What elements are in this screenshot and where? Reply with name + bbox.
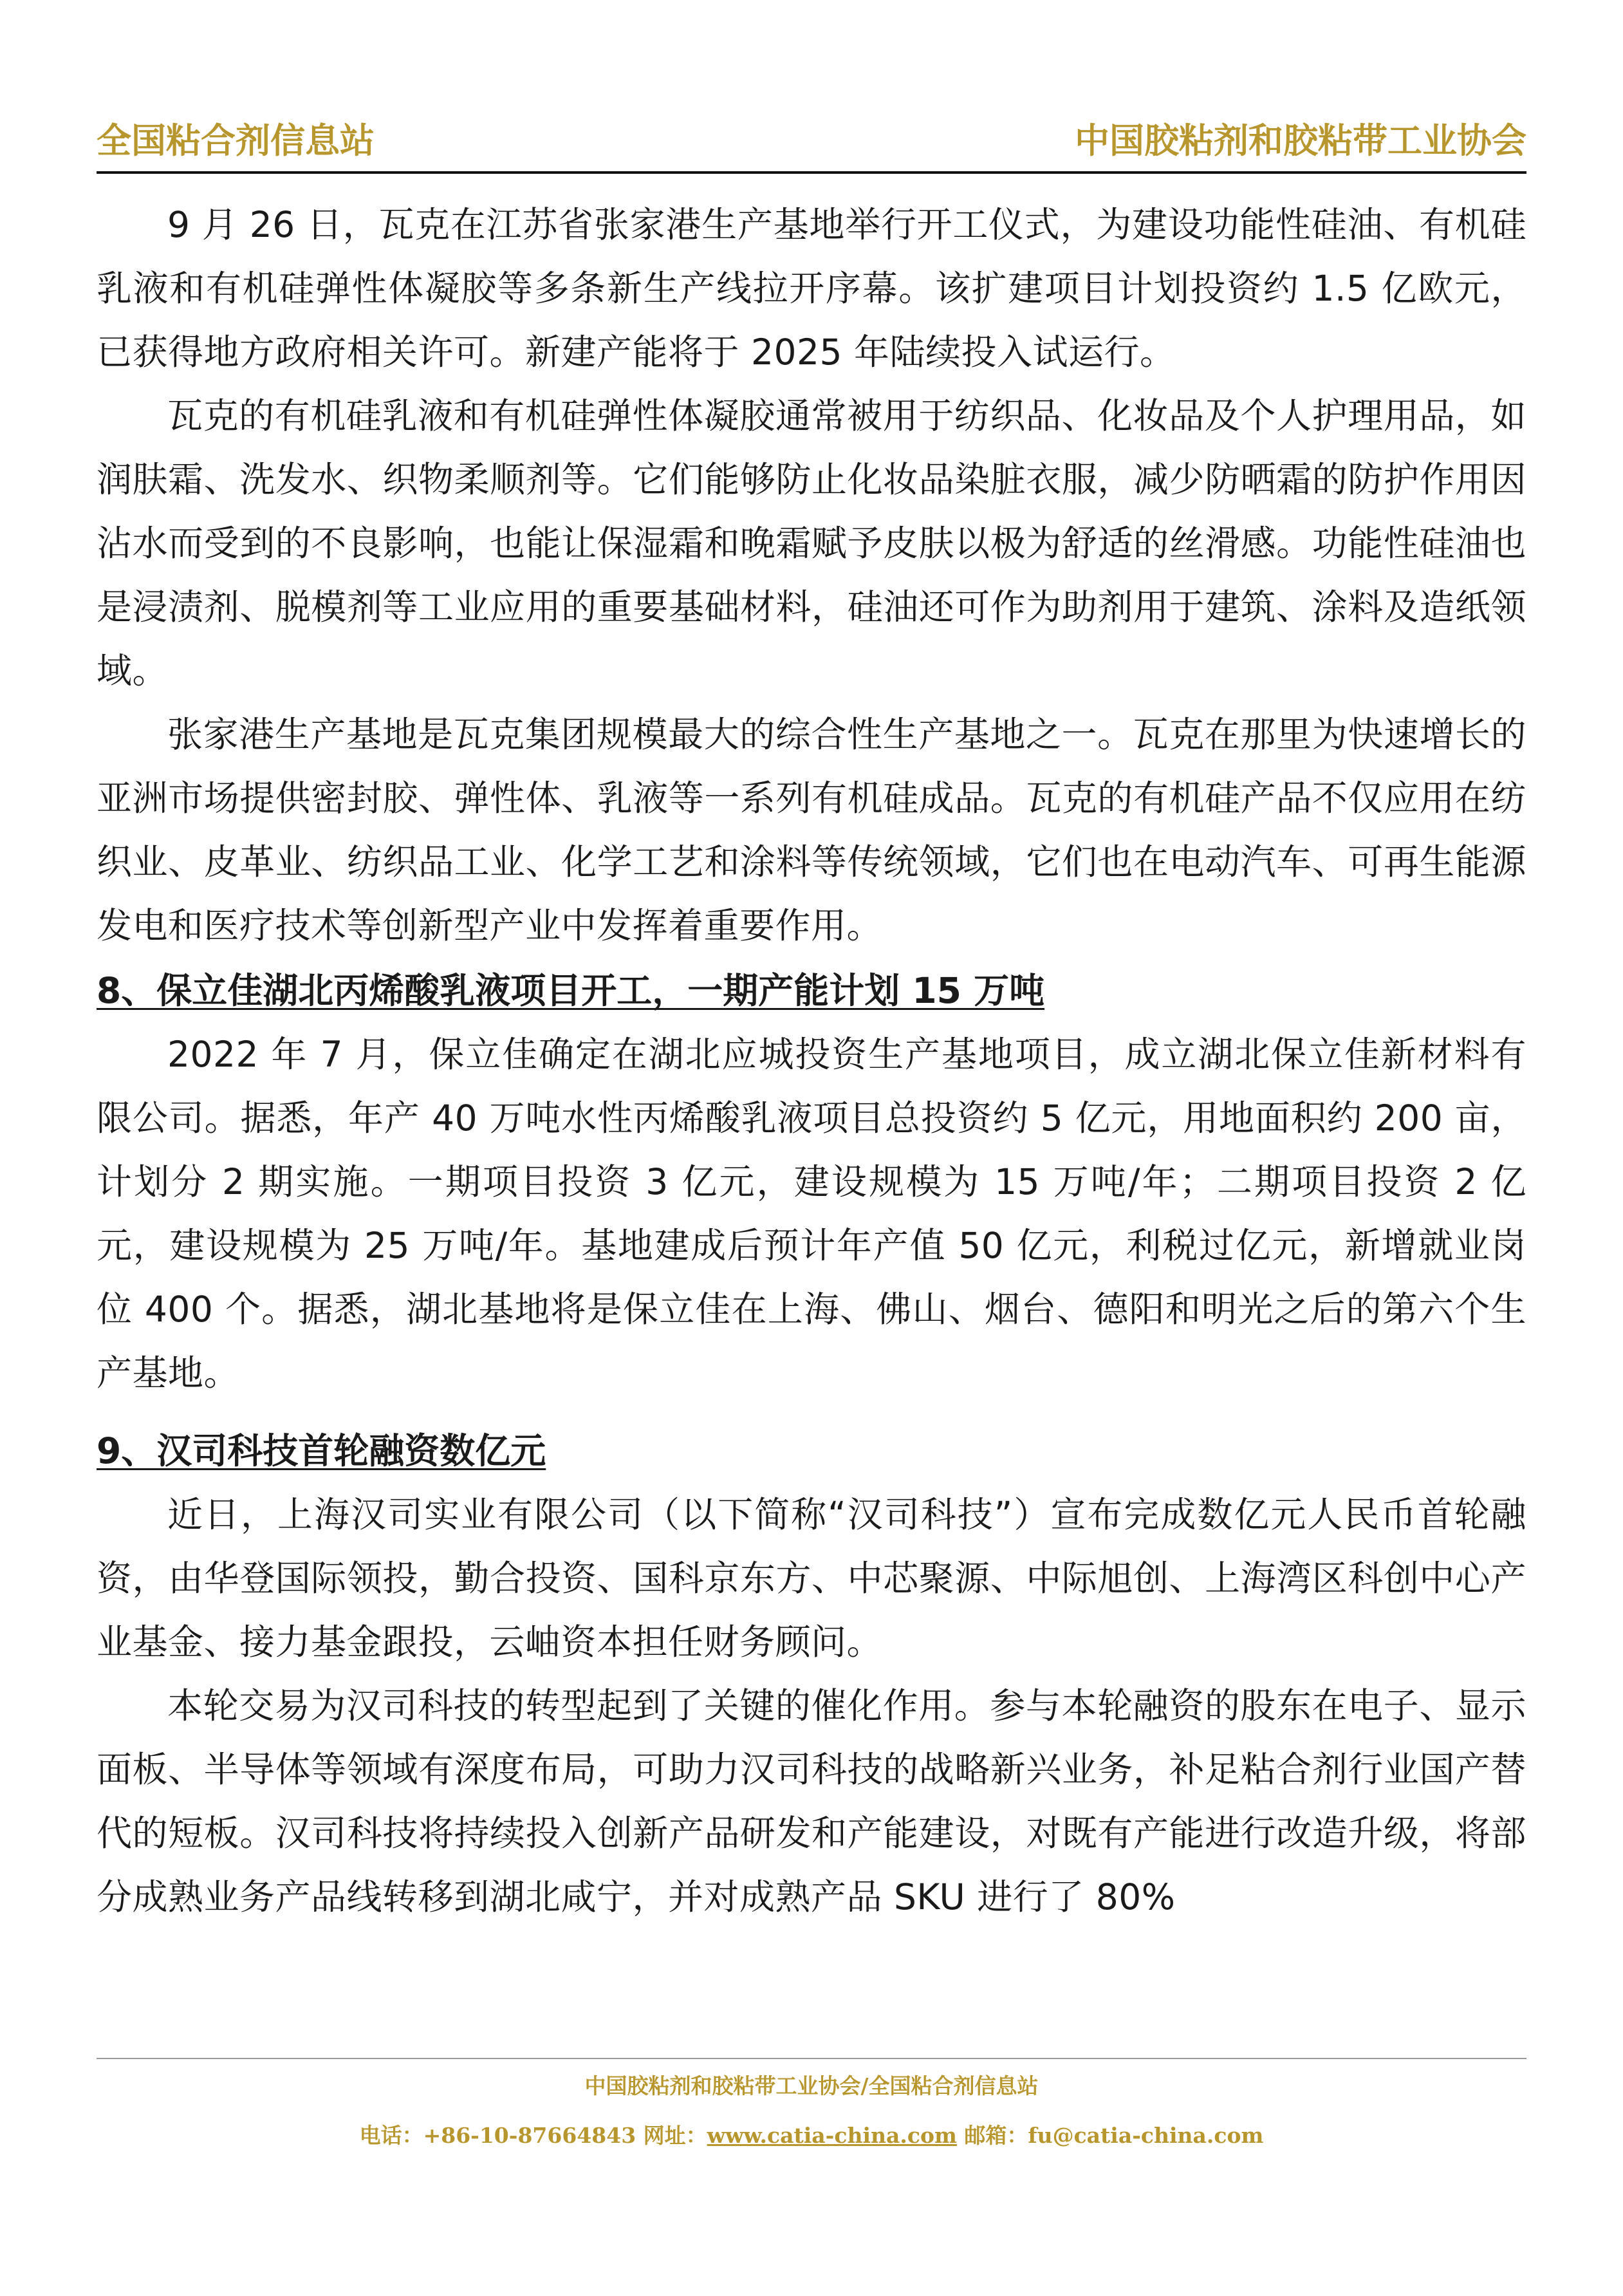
header-divider [97, 171, 1526, 174]
paragraph-hansi-transformation: 本轮交易为汉司科技的转型起到了关键的催化作用。参与本轮融资的股东在电子、显示面板、半导体等领域有深度布局，可助力汉司科技的战略新兴业务，补足粘合剂行业国产替代的短板。汉司科技将持续投入创新产品研发和产能建设，对既有产能进行改造升级，将部分成熟业务产品线转移到湖北咸宁，并对成熟产品 SKU 进行了 80% [97, 1685, 1526, 1918]
paragraph-baolijia-project: 2022 年 7 月，保立佳确定在湖北应城投资生产基地项目，成立湖北保立佳新材料有限公司。据悉，年产 40 万吨水性丙烯酸乳液项目总投资约 5 亿元，用地面积约 200 亩，计划分 2 期实施。一期项目投资 3 亿元，建设规模为 15 万吨/年；二期项目投资 2 亿元，建设规模为 25 万吨/年。基地建成后预计年产值 50 亿元，利税过亿元，新增就业岗位 400 个。据悉，湖北基地将是保立佳在上海、佛山、烟台、德阳和明光之后的第六个生产基地。 [97, 1034, 1526, 1394]
paragraph-wacker-applications: 瓦克的有机硅乳液和有机硅弹性体凝胶通常被用于纺织品、化妆品及个人护理用品，如润肤霜、洗发水、织物柔顺剂等。它们能够防止化妆品染脏衣服，减少防晒霜的防护作用因沾水而受到的不良影响，也能让保湿霜和晚霜赋予皮肤以极为舒适的丝滑感。功能性硅油也是浸渍剂、脱模剂等工业应用的重要基础材料，硅油还可作为助剂用于建筑、涂料及造纸领域。 [97, 395, 1526, 691]
footer-phone: 电话：+86-10-87664843 网址： [359, 2123, 707, 2148]
footer-organization: 中国胶粘剂和胶粘带工业协会/全国粘合剂信息站 [584, 2073, 1039, 2098]
section-9-title: 9、汉司科技首轮融资数亿元 [97, 1430, 546, 1471]
header-site-name: 全国粘合剂信息站 [97, 120, 375, 161]
page-header [97, 115, 1526, 173]
article-body [97, 193, 1526, 1929]
paragraph-wacker-groundbreaking: 9 月 26 日，瓦克在江苏省张家港生产基地举行开工仪式，为建设功能性硅油、有机硅乳液和有机硅弹性体凝胶等多条新生产线拉开序幕。该扩建项目计划投资约 1.5 亿欧元，已获得地方政府相关许可。新建产能将于 2025 年陆续投入试运行。 [97, 204, 1526, 373]
paragraph-hansi-financing: 近日，上海汉司实业有限公司（以下简称“汉司科技”）宣布完成数亿元人民币首轮融资，由华登国际领投，勤合投资、国科京东方、中芯聚源、中际旭创、上海湾区科创中心产业基金、接力基金跟投，云岫资本担任财务顾问。 [97, 1494, 1526, 1663]
section-8-title: 8、保立佳湖北丙烯酸乳液项目开工，一期产能计划 15 万吨 [97, 970, 1045, 1011]
footer-contact [0, 2119, 1623, 2149]
footer-email: 邮箱：fu@catia-china.com [956, 2123, 1264, 2148]
header-association-name: 中国胶粘剂和胶粘带工业协会 [1075, 120, 1526, 161]
paragraph-zhangjiagang-site: 张家港生产基地是瓦克集团规模最大的综合性生产基地之一。瓦克在那里为快速增长的亚洲市场提供密封胶、弹性体、乳液等一系列有机硅成品。瓦克的有机硅产品不仅应用在纺织业、皮革业、纺织品工业、化学工艺和涂料等传统领域，它们也在电动汽车、可再生能源发电和医疗技术等创新型产业中发挥着重要作用。 [97, 714, 1526, 946]
footer-divider [97, 2058, 1526, 2059]
footer-website-link[interactable]: www.catia-china.com [707, 2123, 957, 2148]
